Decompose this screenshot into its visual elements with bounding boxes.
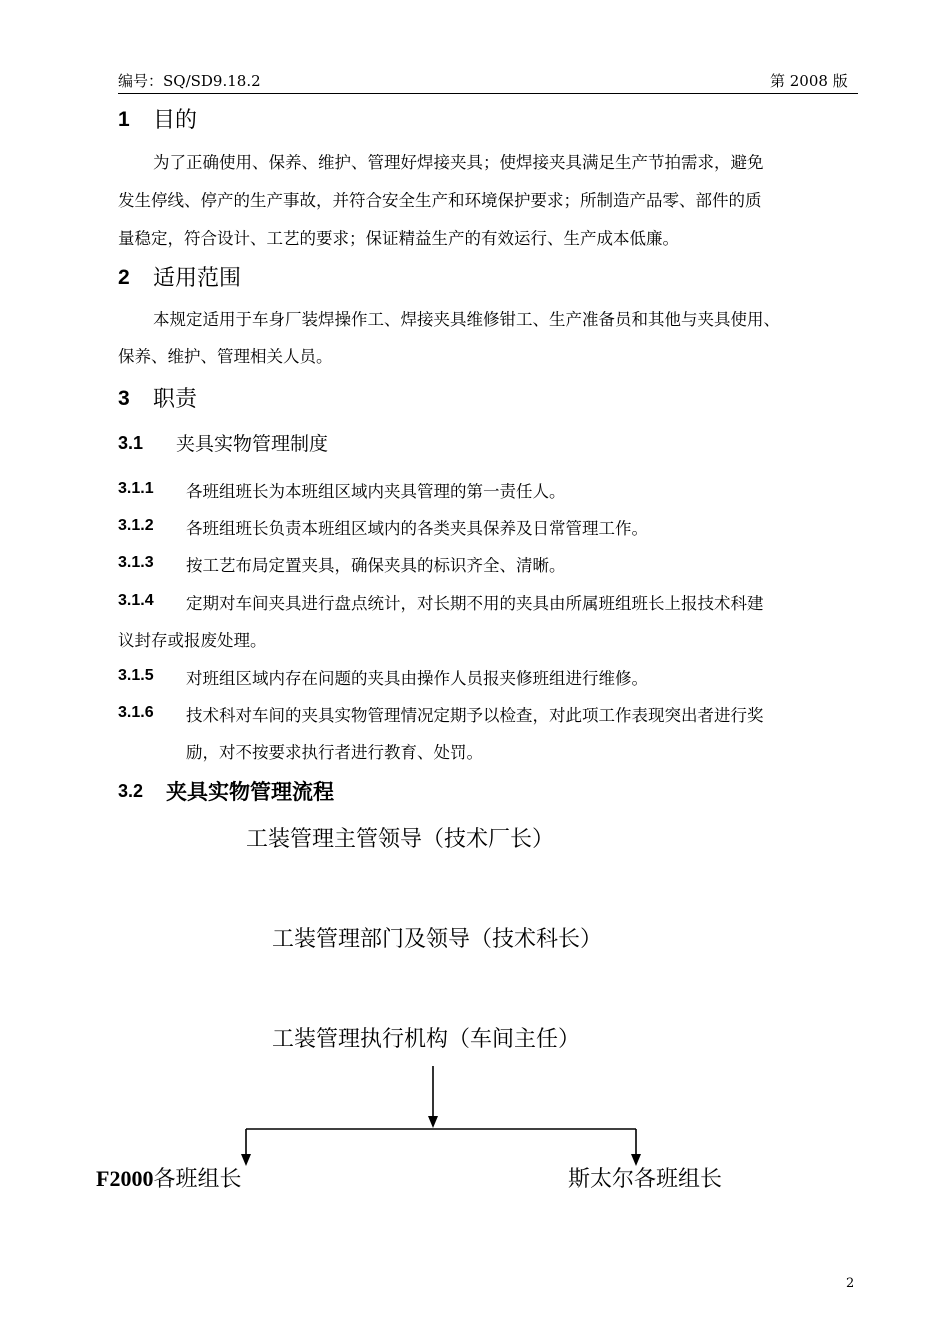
item-3-1-1-text: 各班组班长为本班组区域内夹具管理的第一责任人。 [186,482,566,501]
flow-left-suffix: 各班组长 [153,1167,242,1192]
doc-number: 编号：SQ/SD9.18.2 [118,72,261,90]
section-3-2-number: 3.2 [118,781,144,801]
item-3-1-3-number: 3.1.3 [118,554,154,571]
item-3-1-6-continuation: 励，对不按要求执行者进行教育、处罚。 [186,743,483,762]
section-3-1-number: 3.1 [118,433,144,453]
item-3-1-2-number: 3.1.2 [118,517,154,534]
section-2-title: 适用范围 [153,266,242,291]
item-3-1-5-text: 对班组区域内存在问题的夹具由操作人员报夹修班组进行维修。 [186,669,648,688]
section-1-line-3: 量稳定，符合设计、工艺的要求；保证精益生产的有效运行、生产成本低廉。 [118,229,679,248]
item-3-1-6-number: 3.1.6 [118,704,154,721]
item-3-1-4-number: 3.1.4 [118,592,154,609]
item-3-1-5-number: 3.1.5 [118,667,154,684]
flow-top-node: 工装管理主管领导（技术厂长） [246,827,555,852]
item-3-1-2-text: 各班组班长负责本班组区域内的各类夹具保养及日常管理工作。 [186,519,648,538]
item-3-1-4-continuation: 议封存或报废处理。 [118,631,267,650]
item-3-1-6-text: 技术科对车间的夹具实物管理情况定期予以检查，对此项工作表现突出者进行奖 [186,706,764,725]
flow-left-arrowhead [241,1154,251,1166]
section-2-number: 2 [118,266,130,289]
section-2-line-1: 本规定适用于车身厂装焊操作工、焊接夹具维修钳工、生产准备员和其他与夹具使用、 [153,310,780,329]
item-3-1-1-number: 3.1.1 [118,480,154,497]
section-1-number: 1 [118,108,130,131]
page-number: 2 [846,1276,855,1291]
section-3-number: 3 [118,387,130,410]
section-1-line-1: 为了正确使用、保养、维护、管理好焊接夹具；使焊接夹具满足生产节拍需求，避免 [153,153,764,172]
section-3-title: 职责 [153,387,198,412]
section-3-2-title: 夹具实物管理流程 [166,780,334,804]
flow-right-node: 斯太尔各班组长 [568,1167,723,1192]
section-1-line-2: 发生停线、停产的生产事故，并符合安全生产和环境保护要求；所制造产品零、部件的质 [118,191,762,210]
flow-left-node [96,1162,241,1193]
section-1-title: 目的 [153,108,198,133]
item-3-1-3-text: 按工艺布局定置夹具，确保夹具的标识齐全、清晰。 [186,556,566,575]
flow-middle-node: 工装管理部门及领导（技术科长） [272,927,603,952]
section-3-1-title: 夹具实物管理制度 [176,433,329,455]
version-label: 第 2008 版 [770,72,848,90]
flow-exec-node: 工装管理执行机构（车间主任） [272,1027,581,1052]
flow-left-prefix: F2000 [96,1166,154,1191]
section-2-line-2: 保养、维护、管理相关人员。 [118,347,333,366]
item-3-1-4-text: 定期对车间夹具进行盘点统计，对长期不用的夹具由所属班组班长上报技术科建 [186,594,764,613]
flow-down-arrowhead [428,1116,438,1128]
